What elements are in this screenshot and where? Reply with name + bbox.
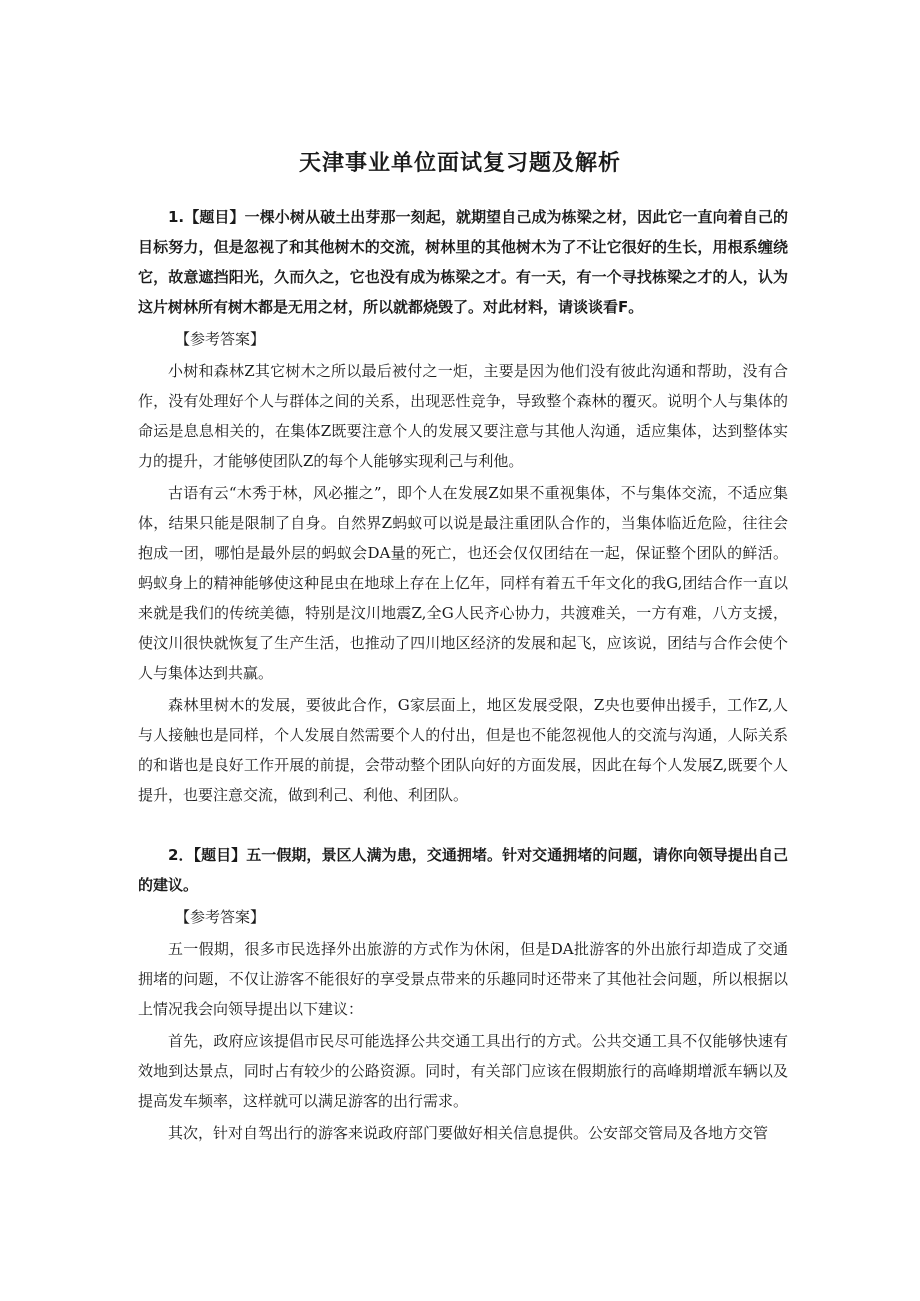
document-title: 天津事业单位面试复习题及解析 — [298, 151, 621, 176]
answer-paragraph: 其次，针对自驾出行的游客来说政府部门要做好相关信息提供。公安部交管局及各地方交管 — [168, 1124, 769, 1142]
answer-label: 【参考答案】 — [175, 908, 266, 926]
answer-paragraph: 首先，政府应该提倡市民尽可能选择公共交通工具出行的方式。公共交通工具不仅能够快速有效地到达景点，同时占有较少的公路资源。同时，有关部门应该在假期旅行的高峰期增派车辆以及提高发车频率，这样就可以满足游客的出行需求。 — [138, 1032, 788, 1110]
question-section-1 — [138, 202, 788, 810]
question-text: 1.【题目】一棵小树从破土出芽那一刻起，就期望自己成为栋梁之材，因此它一直向着自己的目标努力，但是忽视了和其他树木的交流，树林里的其他树木为了不让它很好的生长，用根系缠绕它，故意遮挡阳光，久而久之，它也没有成为栋梁之才。有一天，有一个寻找栋梁之才的人，认为这片树林所有树木都是无用之材，所以就都烧毁了。对此材料，请谈谈看F。 — [138, 208, 788, 316]
section-spacer — [138, 810, 788, 840]
document-body — [138, 202, 788, 1148]
answer-paragraph: 森林里树木的发展，要彼此合作，G家层面上，地区发展受限，Z央也要伸出援手，工作Z,人与人接触也是同样，个人发展自然需要个人的付出，但是也不能忽视他人的交流与沟通，人际关系的和谐也是良好工作开展的前提，会带动整个团队向好的方面发展，因此在每个人发展Z,既要个人提升，也要注意交流，做到利己、利他、利团队。 — [138, 696, 788, 804]
answer-label: 【参考答案】 — [175, 330, 266, 348]
question-text: 2．【题目】五一假期，景区人满为患，交通拥堵。针对交通拥堵的问题，请你向领导提出自己的建议。 — [138, 846, 788, 894]
question-section-2 — [138, 840, 788, 1148]
answer-paragraph: 古语有云“木秀于林，风必摧之”，即个人在发展Z如果不重视集体，不与集体交流，不适应集体，结果只能是限制了自身。自然界Z蚂蚁可以说是最注重团队合作的，当集体临近危险，往往会抱成一团，哪怕是最外层的蚂蚁会DA量的死亡，也还会仅仅团结在一起，保证整个团队的鲜活。蚂蚁身上的精神能够使这种昆虫在地球上存在上亿年，同样有着五千年文化的我G,团结合作一直以来就是我们的传统美德，特别是汶川地震Z,全G人民齐心协力，共渡难关，一方有难，八方支援，使汶川很快就恢复了生产生活，也推动了四川地区经济的发展和起飞，应该说，团结与合作会使个人与集体达到共赢。 — [138, 484, 788, 682]
answer-paragraph: 小树和森林Z其它树木之所以最后被付之一炬，主要是因为他们没有彼此沟通和帮助，没有合作，没有处理好个人与群体之间的关系，出现恶性竞争，导致整个森林的覆灭。说明个人与集体的命运是息息相关的，在集体Z既要注意个人的发展又要注意与其他人沟通，适应集体，达到整体实力的提升，才能够使团队Z的每个人能够实现利己与利他。 — [138, 362, 788, 470]
answer-paragraph: 五一假期，很多市民选择外出旅游的方式作为休闲，但是DA批游客的外出旅行却造成了交通拥堵的问题，不仅让游客不能很好的享受景点带来的乐趣同时还带来了其他社会问题，所以根据以上情况我会向领导提出以下建议： — [138, 940, 788, 1018]
